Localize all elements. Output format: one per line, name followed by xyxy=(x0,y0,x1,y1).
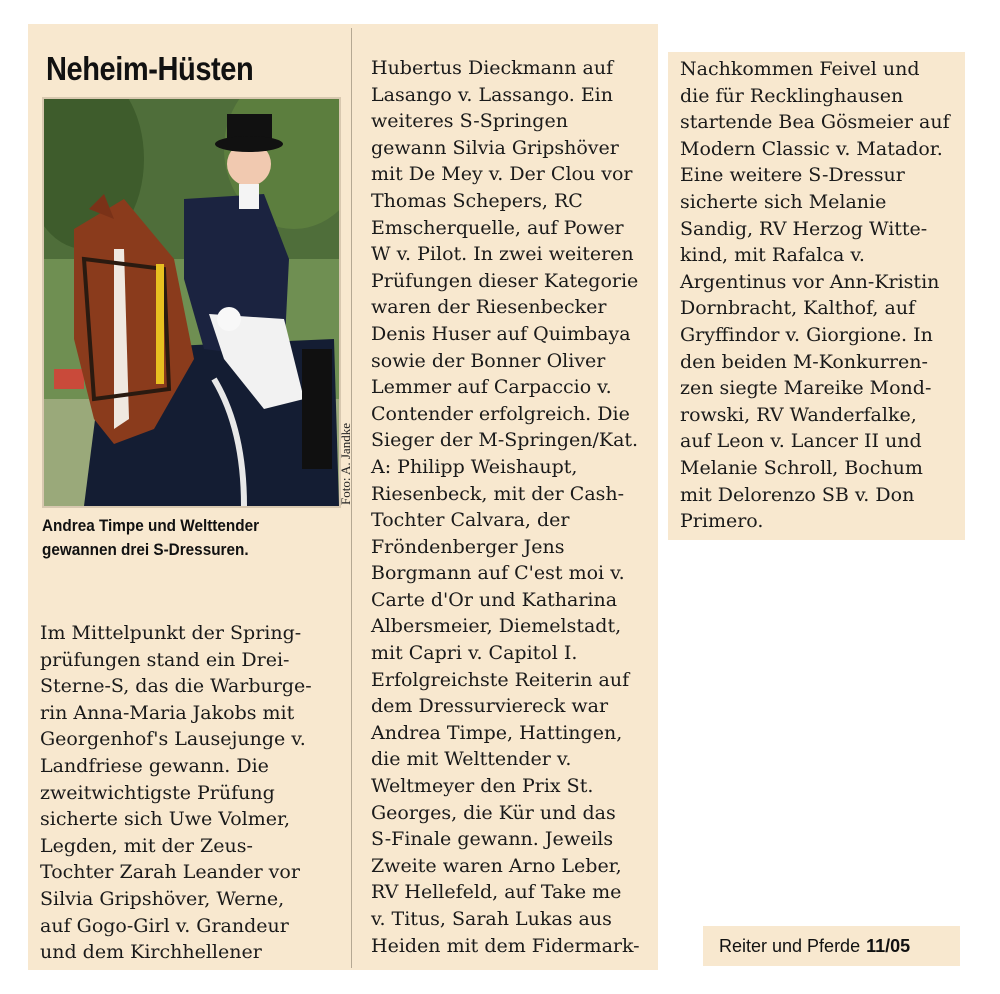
article-column-2 xyxy=(371,55,640,959)
text-line: W v. Pilot. In zwei weiteren xyxy=(371,243,634,266)
text-line: die mit Welttender v. xyxy=(371,748,572,771)
text-line: Prüfungen dieser Kategorie xyxy=(371,269,639,292)
photo-caption xyxy=(42,514,312,562)
publication-name: Reiter und Pferde xyxy=(719,935,861,956)
text-line: Borgmann auf C'est moi v. xyxy=(371,562,625,585)
text-line: mit Delorenzo SB v. Don xyxy=(680,483,915,506)
text-line: Albersmeier, Diemelstadt, xyxy=(371,615,622,638)
article-headline: Neheim-Hüsten xyxy=(46,50,254,87)
text-line: Gryffindor v. Giorgione. In xyxy=(680,323,933,346)
text-line: mit Capri v. Capitol I. xyxy=(371,642,578,665)
text-line: startende Bea Gösmeier auf xyxy=(680,111,950,134)
text-line: Georgenhof's Lausejunge v. xyxy=(40,728,306,751)
text-line: Heiden mit dem Fidermark- xyxy=(371,934,640,957)
text-line: mit De Mey v. Der Clou vor xyxy=(371,163,633,186)
issue-number: 11/05 xyxy=(866,935,911,956)
article-column-1 xyxy=(40,620,312,966)
text-line: auf Gogo-Girl v. Grandeur xyxy=(40,914,289,937)
text-line: Dornbracht, Kalthof, auf xyxy=(680,297,916,320)
text-line: Sieger der M-Springen/Kat. xyxy=(371,429,639,452)
text-line: gewann Silvia Gripshöver xyxy=(371,136,619,159)
text-line: Thomas Schepers, RC xyxy=(371,189,583,212)
text-line: A: Philipp Weishaupt, xyxy=(371,455,578,478)
text-line: RV Hellefeld, auf Take me xyxy=(371,881,622,904)
text-line: Erfolgreichste Reiterin auf xyxy=(371,668,630,691)
caption-line: Andrea Timpe und Welttender xyxy=(42,516,260,535)
article-column-3 xyxy=(680,56,950,535)
text-line: sicherte sich Melanie xyxy=(680,190,887,213)
publication-footer xyxy=(703,926,960,966)
text-line: Contender erfolgreich. Die xyxy=(371,402,630,425)
text-line: Silvia Gripshöver, Werne, xyxy=(40,887,285,910)
text-line: Zweite waren Arno Leber, xyxy=(371,854,622,877)
text-line: Sterne-S, das die Warburge- xyxy=(40,675,312,698)
text-line: Melanie Schroll, Bochum xyxy=(680,456,923,479)
text-line: Fröndenberger Jens xyxy=(371,535,565,558)
text-line: Riesenbeck, mit der Cash- xyxy=(371,482,625,505)
text-line: Lemmer auf Carpaccio v. xyxy=(371,376,612,399)
text-line: Modern Classic v. Matador. xyxy=(680,137,943,160)
text-line: Im Mittelpunkt der Spring- xyxy=(40,622,302,644)
text-line: sicherte sich Uwe Volmer, xyxy=(40,808,291,831)
text-line: den beiden M-Konkurren- xyxy=(680,350,928,373)
text-line: auf Leon v. Lancer II und xyxy=(680,430,922,453)
text-line: Nachkommen Feivel und xyxy=(680,58,920,80)
text-line: Legden, mit der Zeus- xyxy=(40,834,253,857)
text-line: prüfungen stand ein Drei- xyxy=(40,648,290,671)
text-line: die für Recklinghausen xyxy=(680,84,904,107)
photo-credit: Foto: A. Jandke xyxy=(338,423,353,505)
text-line: sowie der Bonner Oliver xyxy=(371,349,606,372)
text-line: Georges, die Kür und das xyxy=(371,801,616,824)
text-line: rowski, RV Wanderfalke, xyxy=(680,403,917,426)
article-photo xyxy=(42,97,341,508)
text-line: zen siegte Mareike Mond- xyxy=(680,377,932,400)
text-line: Lasango v. Lassango. Ein xyxy=(371,83,613,106)
text-line: Carte d'Or und Katharina xyxy=(371,588,618,611)
caption-line: gewannen drei S-Dressuren. xyxy=(42,540,249,559)
text-line: Eine weitere S-Dressur xyxy=(680,164,905,187)
text-line: kind, mit Rafalca v. xyxy=(680,244,865,267)
text-line: Emscherquelle, auf Power xyxy=(371,216,624,239)
text-line: Hubertus Dieckmann auf xyxy=(371,57,614,79)
text-line: waren der Riesenbecker xyxy=(371,296,607,319)
text-line: S-Finale gewann. Jeweils xyxy=(371,828,614,851)
text-line: dem Dressurviereck war xyxy=(371,695,609,718)
text-line: Primero. xyxy=(680,510,764,533)
text-line: zweitwichtigste Prüfung xyxy=(40,781,275,804)
text-line: Tochter Calvara, der xyxy=(371,509,570,532)
text-line: Argentinus vor Ann-Kristin xyxy=(680,270,940,293)
text-line: Denis Huser auf Quimbaya xyxy=(371,322,631,345)
text-line: Landfriese gewann. Die xyxy=(40,754,269,777)
text-line: rin Anna-Maria Jakobs mit xyxy=(40,701,295,724)
text-line: Sandig, RV Herzog Witte- xyxy=(680,217,928,240)
text-line: v. Titus, Sarah Lukas aus xyxy=(371,908,612,930)
text-line: und dem Kirchhellener xyxy=(40,941,262,964)
text-line: Weltmeyer den Prix St. xyxy=(371,775,594,798)
text-line: weiteres S-Springen xyxy=(371,110,568,133)
text-line: Andrea Timpe, Hattingen, xyxy=(371,721,623,744)
text-line: Tochter Zarah Leander vor xyxy=(40,861,300,884)
